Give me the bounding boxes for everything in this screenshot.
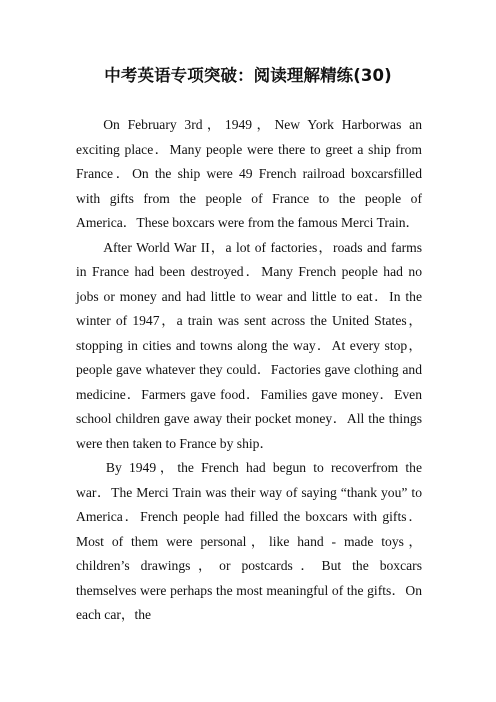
paragraph-1: On February 3rd，1949，New York Harborwas an exciting place．Many people were there to greet a ship from France．On the ship were 49 French railroad boxcarsfilled with gifts from the people of France to the people of America．These boxcars were from the famous Merci Train． [76, 117, 422, 230]
article-body [76, 113, 422, 628]
paragraph-3: By 1949，the French had begun to recoverfrom the war．The Merci Train was their way of saying “thank you” to America．French people had filled the boxcars with gifts．Most of them were personal，like hand - made toys，children’s drawings，or postcards．But the boxcars themselves were perhaps the most meaningful of the gifts．On each car，the [76, 460, 422, 622]
page-title: 中考英语专项突破：阅读理解精练(30) [104, 66, 392, 85]
paragraph-2: After World War II，a lot of factories，roads and farms in France had been destroyed．Many French people had no jobs or money and had little to wear and little to eat．In the winter of 1947，a train was sent across the United States，stopping in cities and towns along the way．At every stop，people gave whatever they could．Factories gave clothing and medicine．Farmers gave food．Families gave money．Even school children gave away their pocket money．All the things were then taken to France by ship． [76, 239, 422, 451]
